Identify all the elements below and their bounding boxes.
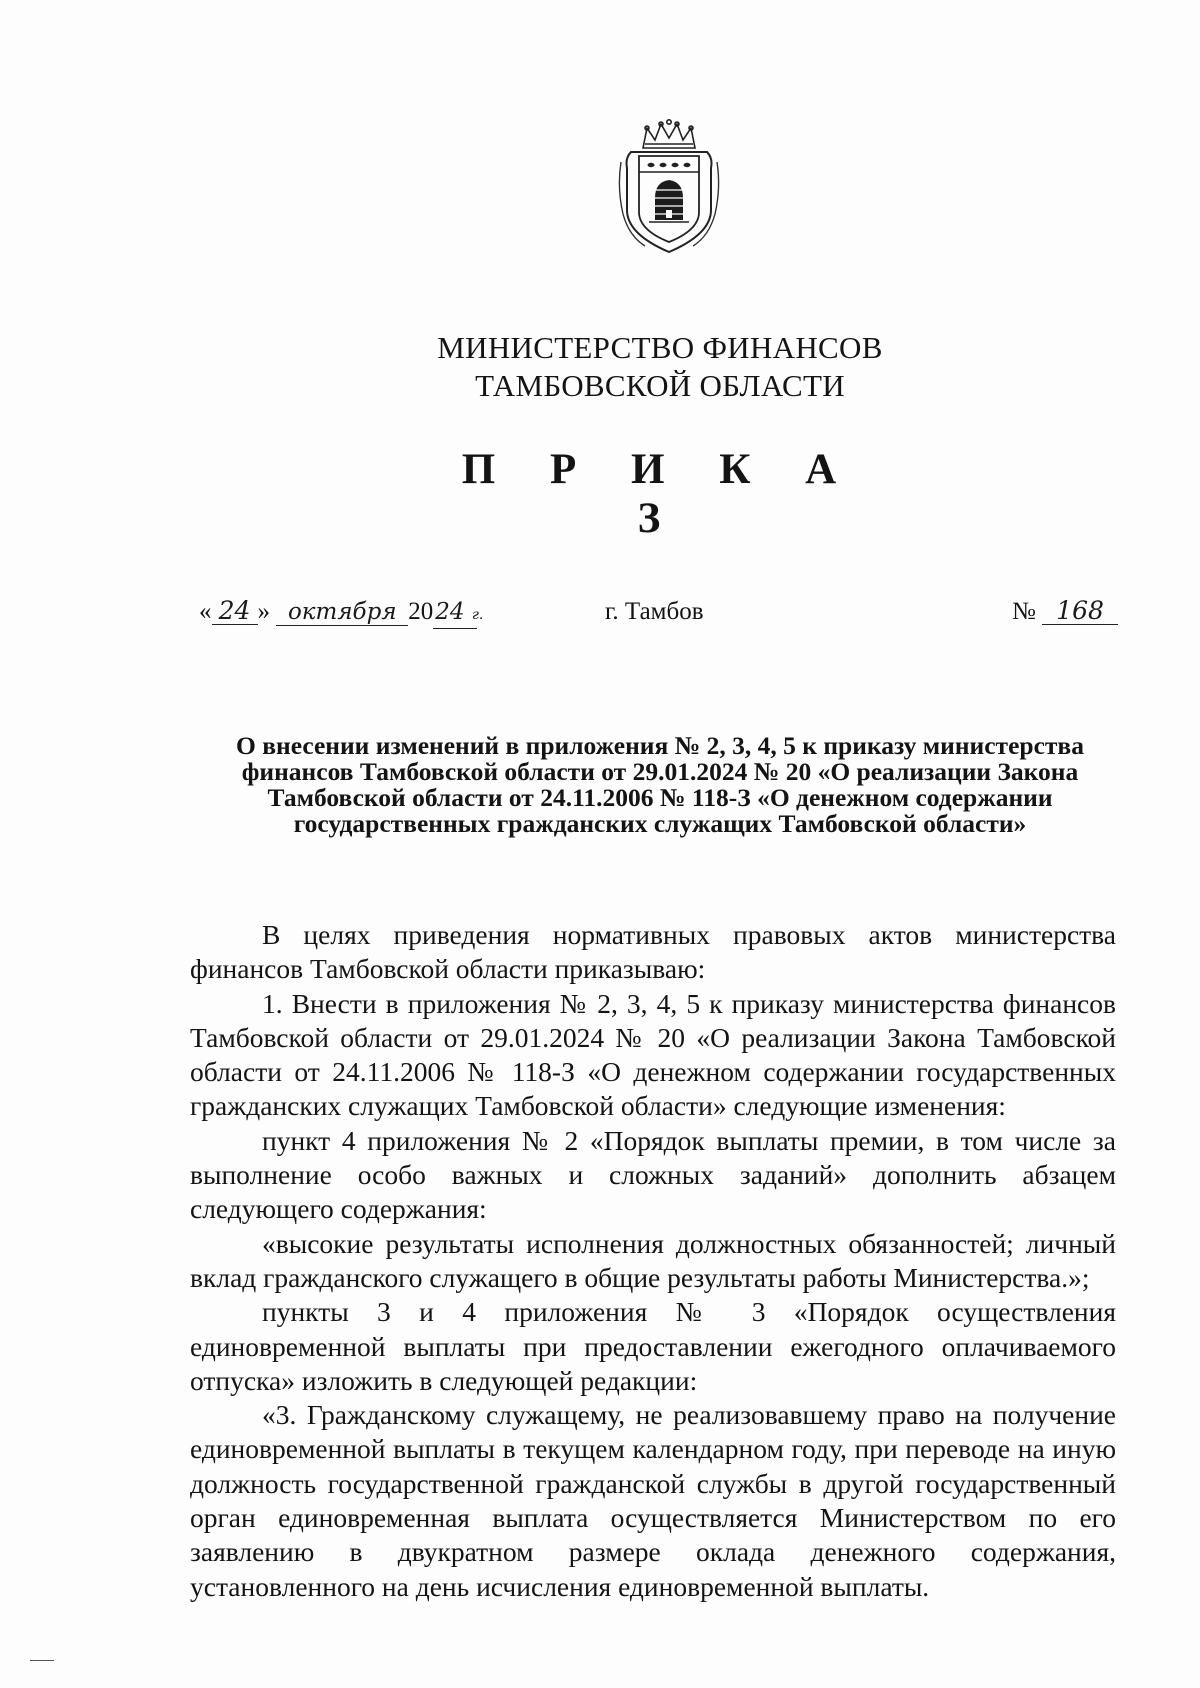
body-paragraph-annex-2: пункт 4 приложения № 2 «Порядок выплаты премии, в том числе за выполнение особо важных и сложных заданий» дополнить абзацем следующего содержания:	[190, 1124, 1116, 1225]
body-paragraph-quote-results: «высокие результаты исполнения должностных обязанностей; личный вклад гражданского служащего в общие результаты работы Министерства.»;	[190, 1227, 1116, 1293]
date-month-handwritten: октября	[276, 599, 408, 626]
order-date	[199, 596, 484, 629]
order-subject-title: О внесении изменений в приложения № 2, 3, 4, 5 к приказу министерства финансов Тамбовской области от 29.01.2024 № 20 «О реализации Закона Тамбовской области от 24.11.2006 № 118-З «О денежном содержании государственных гражданских служащих Тамбовской области»	[236, 731, 1084, 838]
number-sign: №	[1012, 598, 1036, 625]
document-type-title: П Р И К А З	[461, 446, 859, 542]
city-name: г. Тамбов	[605, 598, 704, 625]
order-number-handwritten: 168	[1042, 598, 1118, 625]
date-year-handwritten	[433, 599, 484, 629]
date-number-row	[0, 598, 1200, 638]
body-paragraph-point-3: «3. Гражданскому служащему, не реализовавшему право на получение единовременной выплаты в текущем календарном году, при переводе на иную должность государственной гражданской службы в другой государственный орган единовременная выплата осуществляется Министерством по его заявлению в двукратном размере оклада денежного содержания, установленного на день исчисления единовременной выплаты.	[190, 1399, 1116, 1602]
date-century: 20	[408, 598, 434, 625]
ministry-name-line2: ТАМБОВСКОЙ ОБЛАСТИ	[475, 368, 845, 403]
order-number	[1012, 598, 1118, 626]
date-day-handwritten: 24	[212, 598, 258, 625]
body-paragraph-annex-3: пункты 3 и 4 приложения № 3 «Порядок осуществления единовременной выплаты при предоставлении ежегодного оплачиваемого отпуска» изложить в следующей редакции:	[190, 1296, 1116, 1396]
date-year: 24	[435, 599, 465, 625]
order-body	[190, 918, 1116, 1604]
date-close-quote: »	[257, 598, 270, 625]
date-open-quote: «	[199, 598, 212, 625]
ministry-name-line1: МИНИСТЕРСТВО ФИНАНСОВ	[437, 330, 883, 365]
body-paragraph-item-1: 1. Внести в приложения № 2, 3, 4, 5 к приказу министерства финансов Тамбовской области от 29.01.2024 № 20 «О реализации Закона Тамбовской области от 24.11.2006 № 118-З «О денежном содержании государственных гражданских служащих Тамбовской области» следующие изменения:	[190, 987, 1116, 1122]
body-paragraph-preamble: В целях приведения нормативных правовых актов министерства финансов Тамбовской области приказываю:	[190, 919, 1116, 985]
date-year-suffix: г.	[471, 607, 484, 623]
scan-corner-mark	[30, 1660, 54, 1661]
tambov-coat-of-arms-icon	[615, 118, 723, 256]
